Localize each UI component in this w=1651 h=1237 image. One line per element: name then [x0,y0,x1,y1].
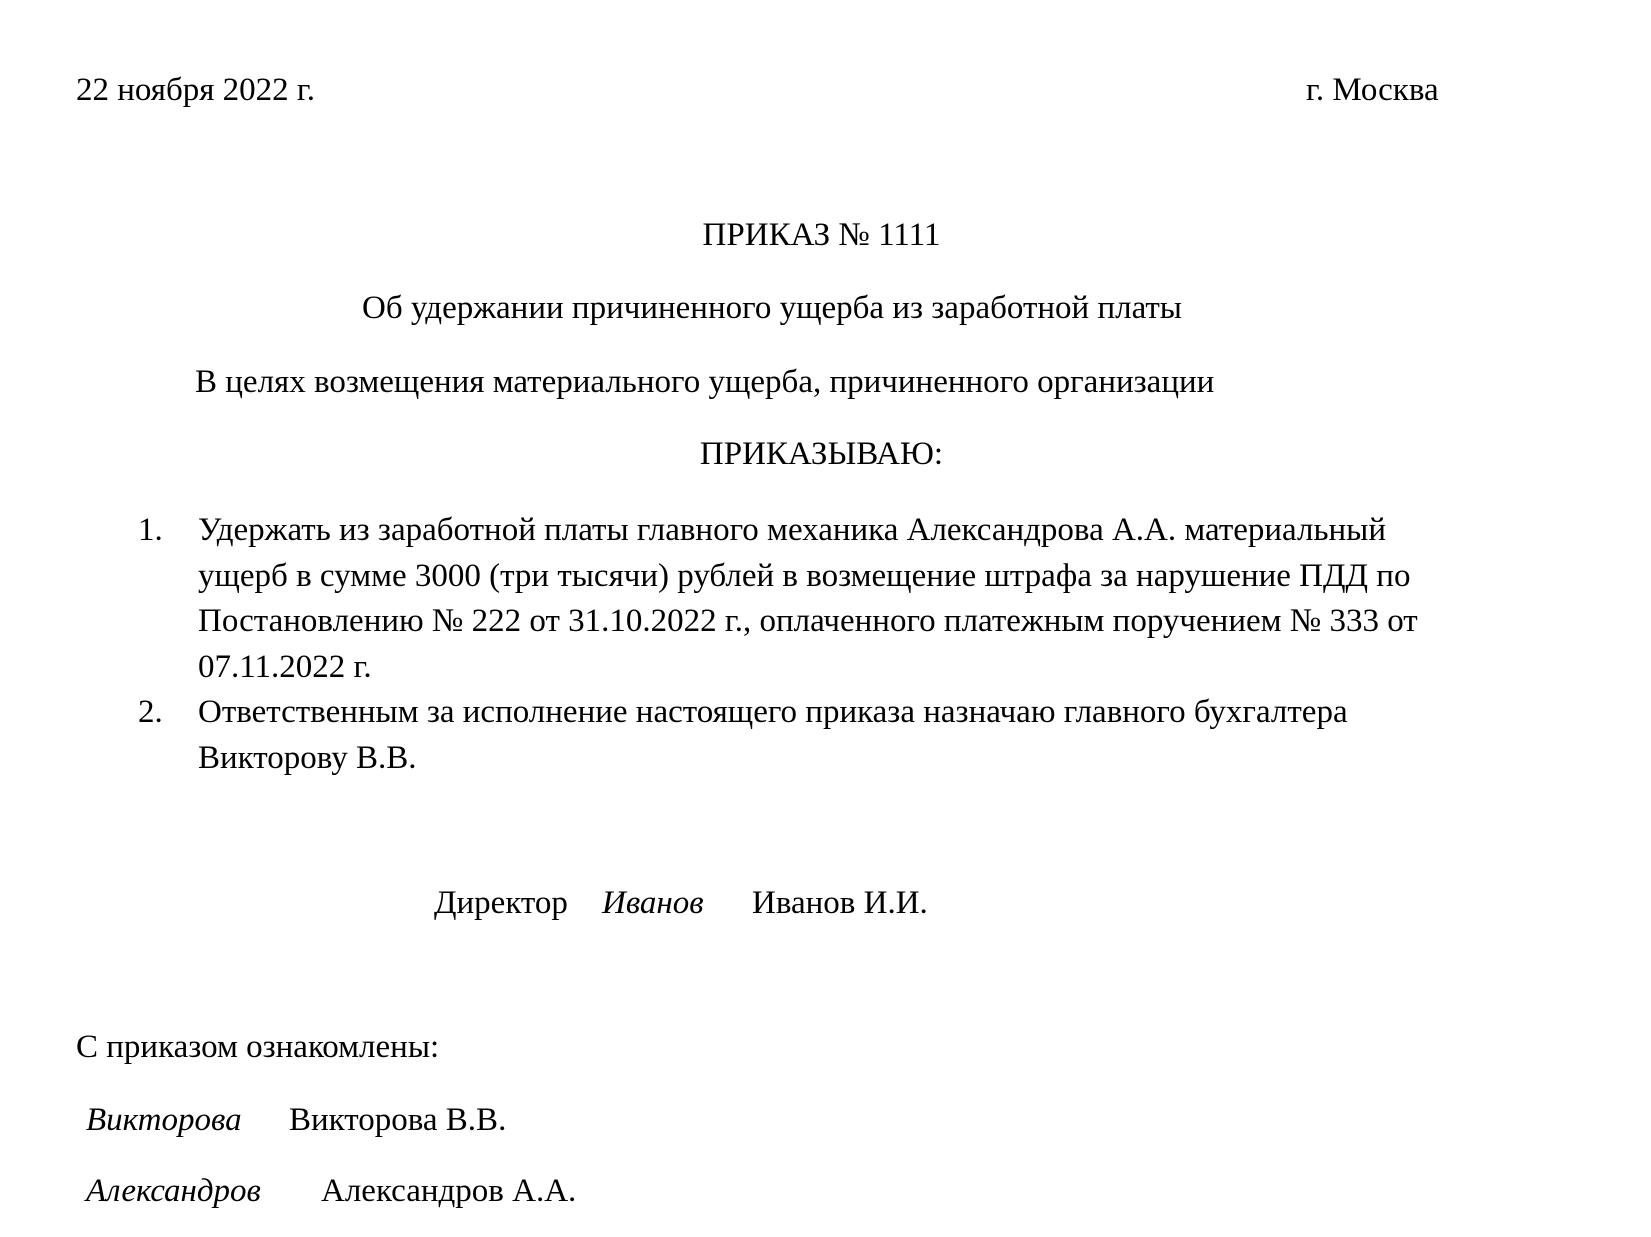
signer-name: Александров А.А. [321,1173,577,1209]
order-item-number: 2. [138,694,163,730]
order-title: ПРИКАЗ № 1111 [702,217,941,253]
order-item-line: Викторову В.В. [198,739,417,776]
order-item-line: Постановлению № 222 от 31.10.2022 г., оплаченного платежным поручением № 333 от [198,603,1418,639]
document-date: 22 ноября 2022 г. [76,72,315,108]
signature-name: Иванов И.И. [752,885,928,921]
order-item [138,690,1588,781]
document-city: г. Москва [1306,72,1439,108]
order-item-line: 07.11.2022 г. [198,648,372,685]
director-handwritten-signature: Иванов [602,885,704,921]
signer-handwritten-signature: Александров [86,1173,261,1209]
order-item-line: Ответственным за исполнение настоящего приказа назначаю главного бухгалтера [198,694,1348,730]
order-item-line: Удержать из заработной платы главного механика Александрова А.А. материальный [198,512,1386,548]
order-items-list [138,508,1588,781]
signer-handwritten-signature: Викторова [86,1102,242,1138]
signer-name: Викторова В.В. [289,1102,507,1138]
order-item-number: 1. [138,512,163,548]
order-item [138,508,1588,690]
order-preamble: В целях возмещения материального ущерба, причиненного организации [195,364,1215,400]
order-directive: ПРИКАЗЫВАЮ: [699,436,944,472]
order-subject: Об удержании причиненного ущерба из заработной платы [362,290,1182,326]
order-item-line: ущерб в сумме 3000 (три тысячи) рублей в возмещение штрафа за нарушение ПДД по [198,557,1411,594]
signature-position: Директор [434,885,568,921]
acknowledgement-label: С приказом ознакомлены: [76,1029,440,1065]
